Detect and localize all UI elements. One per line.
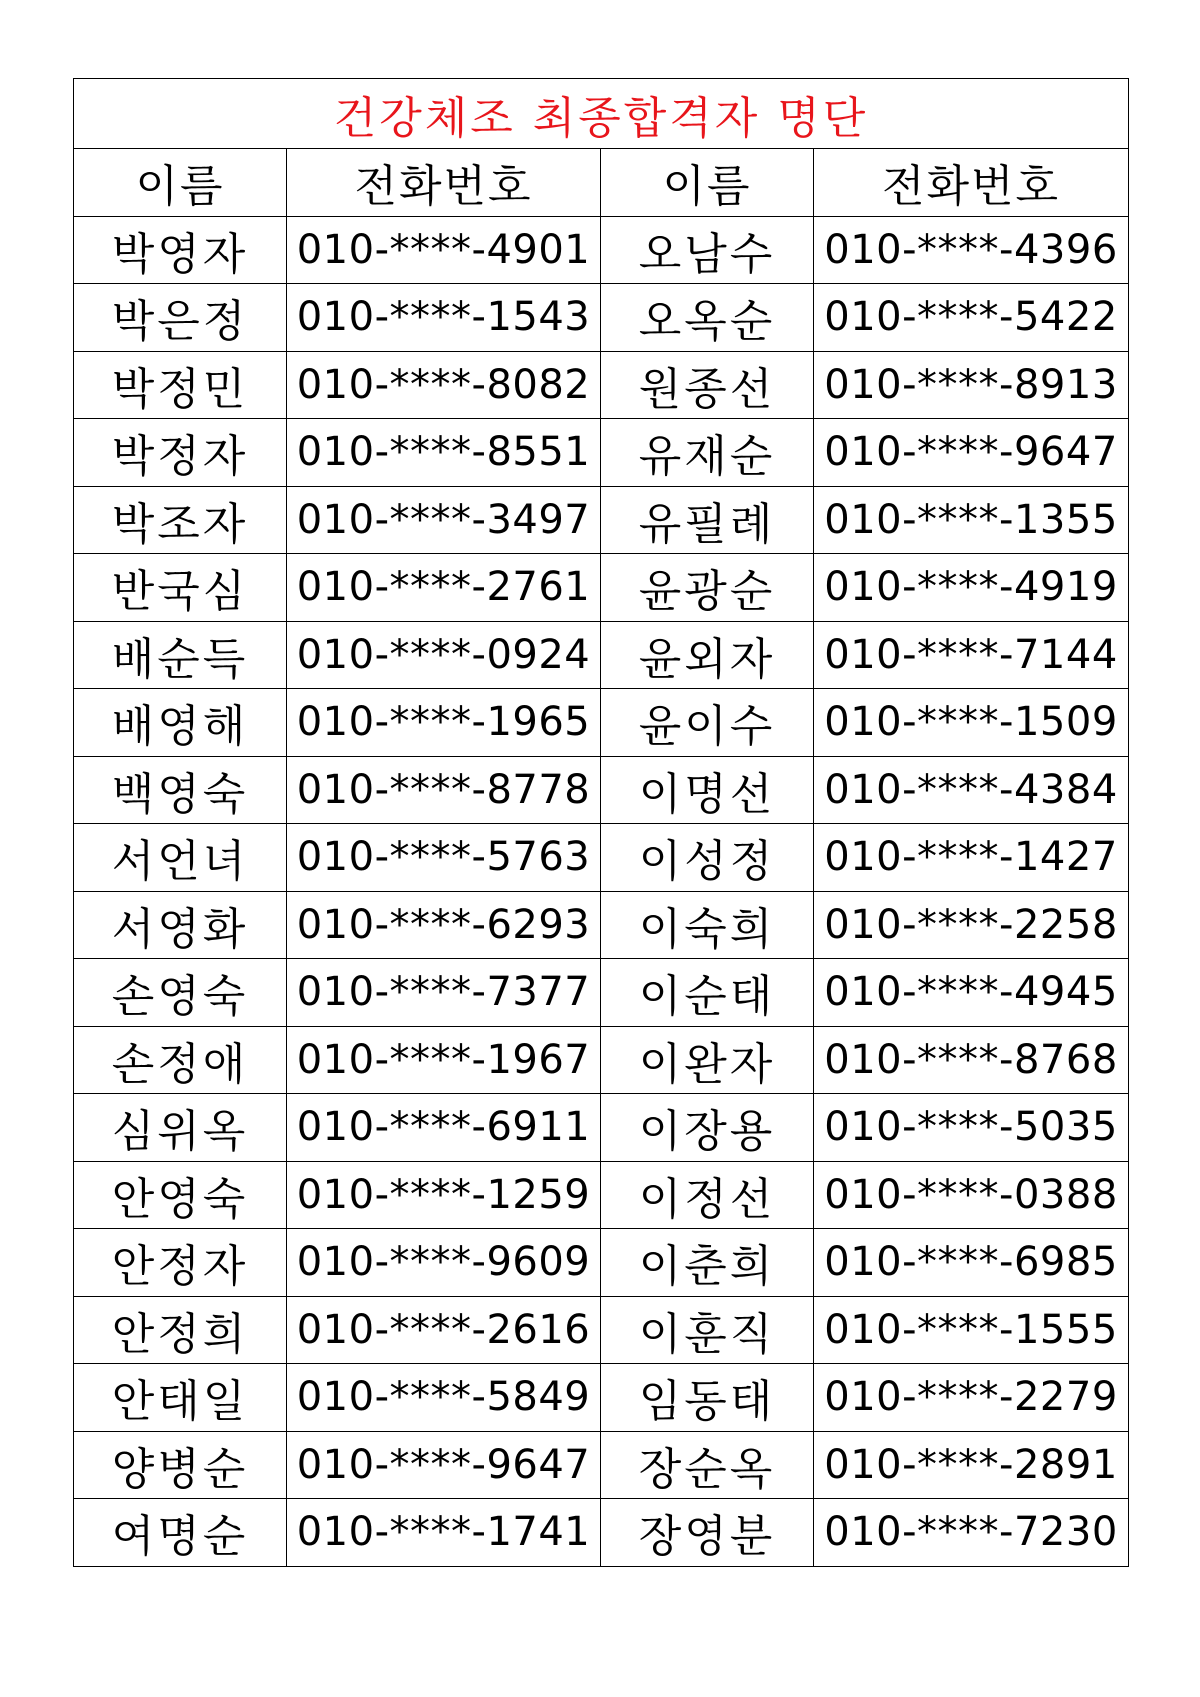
left-name-cell: 여명순 bbox=[74, 1499, 287, 1567]
right-phone-cell: 010-****-5422 bbox=[814, 284, 1129, 352]
right-phone-cell: 010-****-2279 bbox=[814, 1364, 1129, 1432]
right-name-cell: 유필례 bbox=[601, 486, 814, 554]
table-row bbox=[74, 216, 1129, 284]
left-phone-cell: 010-****-4901 bbox=[287, 216, 601, 284]
header-row bbox=[74, 149, 1129, 217]
header-name-right: 이름 bbox=[601, 149, 814, 217]
left-phone-cell: 010-****-6911 bbox=[287, 1094, 601, 1162]
right-phone-cell: 010-****-7144 bbox=[814, 621, 1129, 689]
left-name-cell: 안태일 bbox=[74, 1364, 287, 1432]
left-name-cell: 손정애 bbox=[74, 1026, 287, 1094]
right-name-cell: 오옥순 bbox=[601, 284, 814, 352]
left-name-cell: 손영숙 bbox=[74, 959, 287, 1027]
left-phone-cell: 010-****-1965 bbox=[287, 689, 601, 757]
right-name-cell: 이장용 bbox=[601, 1094, 814, 1162]
right-name-cell: 이완자 bbox=[601, 1026, 814, 1094]
table-row bbox=[74, 824, 1129, 892]
right-name-cell: 이명선 bbox=[601, 756, 814, 824]
left-phone-cell: 010-****-5763 bbox=[287, 824, 601, 892]
left-phone-cell: 010-****-7377 bbox=[287, 959, 601, 1027]
table-row bbox=[74, 284, 1129, 352]
right-name-cell: 이정선 bbox=[601, 1161, 814, 1229]
title-row bbox=[74, 79, 1129, 149]
left-name-cell: 안정희 bbox=[74, 1296, 287, 1364]
right-phone-cell: 010-****-8913 bbox=[814, 351, 1129, 419]
right-phone-cell: 010-****-2258 bbox=[814, 891, 1129, 959]
right-phone-cell: 010-****-1427 bbox=[814, 824, 1129, 892]
left-name-cell: 심위옥 bbox=[74, 1094, 287, 1162]
table-row bbox=[74, 486, 1129, 554]
left-phone-cell: 010-****-3497 bbox=[287, 486, 601, 554]
header-name-left: 이름 bbox=[74, 149, 287, 217]
left-phone-cell: 010-****-9647 bbox=[287, 1431, 601, 1499]
right-name-cell: 장순옥 bbox=[601, 1431, 814, 1499]
left-name-cell: 양병순 bbox=[74, 1431, 287, 1499]
right-phone-cell: 010-****-2891 bbox=[814, 1431, 1129, 1499]
left-phone-cell: 010-****-1741 bbox=[287, 1499, 601, 1567]
right-name-cell: 이순태 bbox=[601, 959, 814, 1027]
document-title: 건강체조 최종합격자 명단 bbox=[74, 79, 1129, 149]
right-phone-cell: 010-****-1555 bbox=[814, 1296, 1129, 1364]
left-phone-cell: 010-****-2761 bbox=[287, 554, 601, 622]
left-phone-cell: 010-****-5849 bbox=[287, 1364, 601, 1432]
left-name-cell: 배영해 bbox=[74, 689, 287, 757]
left-name-cell: 안정자 bbox=[74, 1229, 287, 1297]
left-phone-cell: 010-****-8082 bbox=[287, 351, 601, 419]
right-phone-cell: 010-****-8768 bbox=[814, 1026, 1129, 1094]
right-name-cell: 윤광순 bbox=[601, 554, 814, 622]
left-phone-cell: 010-****-1543 bbox=[287, 284, 601, 352]
table-row bbox=[74, 891, 1129, 959]
table-row bbox=[74, 689, 1129, 757]
table-row bbox=[74, 1161, 1129, 1229]
left-phone-cell: 010-****-8551 bbox=[287, 419, 601, 487]
right-name-cell: 이춘희 bbox=[601, 1229, 814, 1297]
left-name-cell: 배순득 bbox=[74, 621, 287, 689]
right-name-cell: 원종선 bbox=[601, 351, 814, 419]
left-name-cell: 박영자 bbox=[74, 216, 287, 284]
table-row bbox=[74, 1296, 1129, 1364]
left-name-cell: 박정민 bbox=[74, 351, 287, 419]
left-name-cell: 박조자 bbox=[74, 486, 287, 554]
table-row bbox=[74, 419, 1129, 487]
header-phone-right: 전화번호 bbox=[814, 149, 1129, 217]
right-name-cell: 이훈직 bbox=[601, 1296, 814, 1364]
left-phone-cell: 010-****-8778 bbox=[287, 756, 601, 824]
roster-body bbox=[74, 216, 1129, 1566]
left-name-cell: 백영숙 bbox=[74, 756, 287, 824]
left-name-cell: 박정자 bbox=[74, 419, 287, 487]
right-name-cell: 윤외자 bbox=[601, 621, 814, 689]
table-row bbox=[74, 959, 1129, 1027]
header-phone-left: 전화번호 bbox=[287, 149, 601, 217]
table-row bbox=[74, 1094, 1129, 1162]
table-row bbox=[74, 1499, 1129, 1567]
right-phone-cell: 010-****-9647 bbox=[814, 419, 1129, 487]
table-row bbox=[74, 351, 1129, 419]
left-phone-cell: 010-****-6293 bbox=[287, 891, 601, 959]
right-phone-cell: 010-****-5035 bbox=[814, 1094, 1129, 1162]
right-phone-cell: 010-****-1355 bbox=[814, 486, 1129, 554]
table-row bbox=[74, 1364, 1129, 1432]
table-row bbox=[74, 1026, 1129, 1094]
right-phone-cell: 010-****-7230 bbox=[814, 1499, 1129, 1567]
right-name-cell: 이성정 bbox=[601, 824, 814, 892]
left-name-cell: 서언녀 bbox=[74, 824, 287, 892]
table-row bbox=[74, 621, 1129, 689]
left-name-cell: 박은정 bbox=[74, 284, 287, 352]
table-row bbox=[74, 1229, 1129, 1297]
left-phone-cell: 010-****-1967 bbox=[287, 1026, 601, 1094]
table-row bbox=[74, 1431, 1129, 1499]
right-name-cell: 유재순 bbox=[601, 419, 814, 487]
table-row bbox=[74, 756, 1129, 824]
left-name-cell: 안영숙 bbox=[74, 1161, 287, 1229]
right-phone-cell: 010-****-0388 bbox=[814, 1161, 1129, 1229]
right-name-cell: 이숙희 bbox=[601, 891, 814, 959]
left-name-cell: 반국심 bbox=[74, 554, 287, 622]
right-name-cell: 윤이수 bbox=[601, 689, 814, 757]
roster-table bbox=[73, 78, 1129, 1567]
table-row bbox=[74, 554, 1129, 622]
right-phone-cell: 010-****-6985 bbox=[814, 1229, 1129, 1297]
right-name-cell: 임동태 bbox=[601, 1364, 814, 1432]
right-name-cell: 장영분 bbox=[601, 1499, 814, 1567]
right-name-cell: 오남수 bbox=[601, 216, 814, 284]
right-phone-cell: 010-****-4384 bbox=[814, 756, 1129, 824]
left-phone-cell: 010-****-9609 bbox=[287, 1229, 601, 1297]
left-phone-cell: 010-****-2616 bbox=[287, 1296, 601, 1364]
right-phone-cell: 010-****-4945 bbox=[814, 959, 1129, 1027]
left-phone-cell: 010-****-0924 bbox=[287, 621, 601, 689]
right-phone-cell: 010-****-4919 bbox=[814, 554, 1129, 622]
right-phone-cell: 010-****-4396 bbox=[814, 216, 1129, 284]
right-phone-cell: 010-****-1509 bbox=[814, 689, 1129, 757]
left-phone-cell: 010-****-1259 bbox=[287, 1161, 601, 1229]
left-name-cell: 서영화 bbox=[74, 891, 287, 959]
